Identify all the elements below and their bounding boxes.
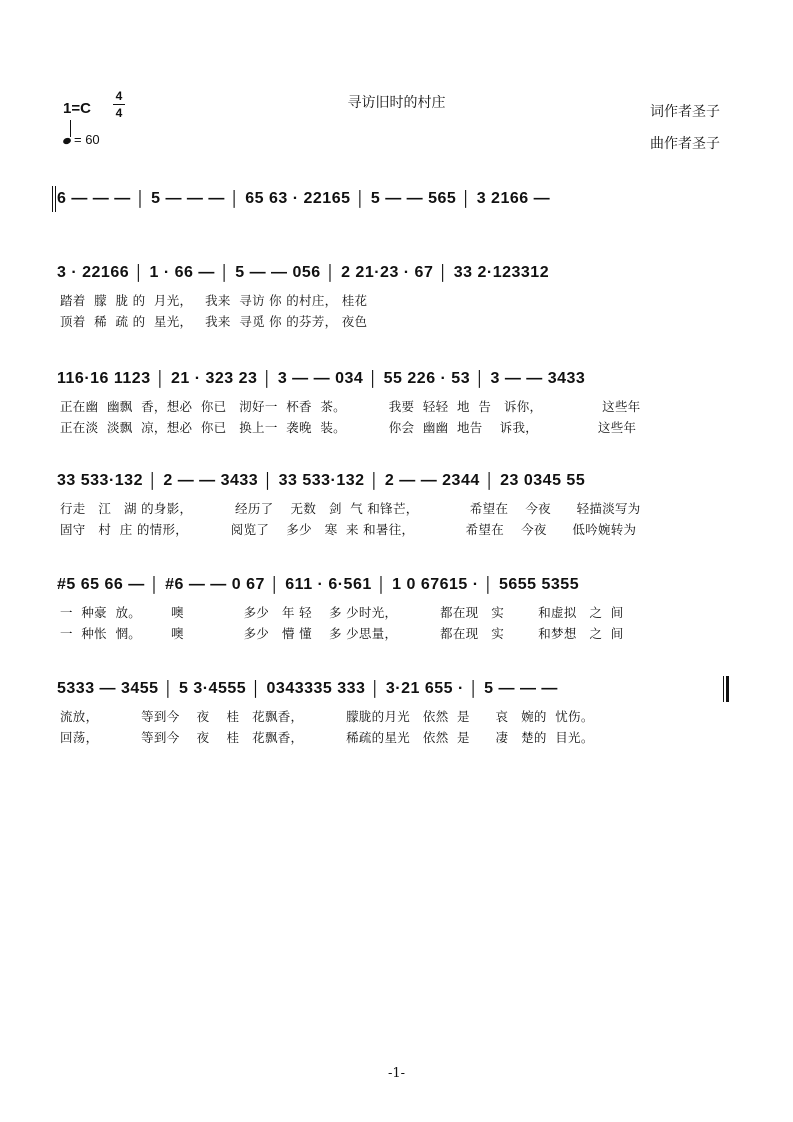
lyric-line-4-verse-1: 行走 江 湖 的身影， 经历了 无数 剑 气 和锋芒， 希望在 今夜 轻描淡写为 (60, 501, 641, 516)
final-barline-thin (723, 676, 724, 702)
tempo-value: = 60 (74, 132, 100, 147)
lyric-line-2-verse-1: 踏着 朦 胧 的 月光， 我来 寻访 你 的村庄， 桂花 (60, 293, 368, 308)
score-line-5: #5 65 66 — │ #6 — — 0 67 │ 611 · 6·561 │ 1 0 67615 · │ 5655 5355 (57, 576, 580, 593)
fraction-bar (113, 104, 125, 105)
lyric-line-6-verse-2: 回荡， 等到今 夜 桂 花飘香， 稀疏的星光 依然 是 凄 楚的 目光。 (60, 730, 594, 745)
lyric-line-5-verse-1: 一 种豪 放。 噢 多少 年 轻 多 少时光， 都在现 实 和虚拟 之 间 (60, 605, 624, 620)
repeat-start-barline-thin (55, 186, 56, 212)
time-signature-top: 4 (115, 89, 123, 103)
lyric-line-4-verse-2: 固守 村 庄 的情形， 阅览了 多少 寒 来 和暑往， 希望在 今夜 低吟婉转为 (60, 522, 637, 537)
lyric-line-3-verse-1: 正在幽 幽飘 香，想必 你已 沏好一 杯香 茶。 我要 轻轻 地 告 诉你， 这些年 (60, 399, 641, 414)
time-signature-bottom: 4 (115, 106, 123, 120)
lyricist-credit: 词作者圣子 (650, 104, 720, 120)
score-line-6: 5333 — 3455 │ 5 3·4555 │ 0343335 333 │ 3·21 655 · │ 5 — — — (57, 680, 558, 697)
lyric-line-6-verse-1: 流放， 等到今 夜 桂 花飘香， 朦胧的月光 依然 是 哀 婉的 忧伤。 (60, 709, 594, 724)
composer-credit: 曲作者圣子 (650, 136, 720, 152)
time-signature (113, 89, 125, 120)
score-line-3: 116·16 1123 │ 21 · 323 23 │ 3 — — 034 │ 55 226 · 53 │ 3 — — 3433 (57, 370, 586, 387)
lyric-line-5-verse-2: 一 种怅 惘。 噢 多少 懵 懂 多 少思量， 都在现 实 和梦想 之 间 (60, 626, 624, 641)
score-line-4: 33 533·132 │ 2 — — 3433 │ 33 533·132 │ 2 — — 2344 │ 23 0345 55 (57, 472, 586, 489)
score-line-2: 3 · 22166 │ 1 · 66 — │ 5 — — 056 │ 2 21·23 · 67 │ 33 2·123312 (57, 264, 550, 281)
lyric-line-3-verse-2: 正在淡 淡飘 凉，想必 你已 换上一 袭晚 装。 你会 幽幽 地告 诉我， 这些年 (60, 420, 637, 435)
tempo-marking (63, 132, 100, 147)
quarter-note-icon (63, 132, 74, 147)
lyric-line-2-verse-2: 顶着 稀 疏 的 星光， 我来 寻觅 你 的芬芳， 夜色 (60, 314, 368, 329)
repeat-start-barline (52, 186, 53, 212)
final-barline-thick (726, 676, 729, 702)
score-line-1: 6 — — — │ 5 — — — │ 65 63 · 22165 │ 5 — — 565 │ 3 2166 — (57, 190, 551, 207)
key-signature: 1=C (63, 100, 91, 117)
page-number: -1- (387, 1066, 406, 1081)
song-title: 寻访旧时的村庄 (347, 95, 446, 111)
